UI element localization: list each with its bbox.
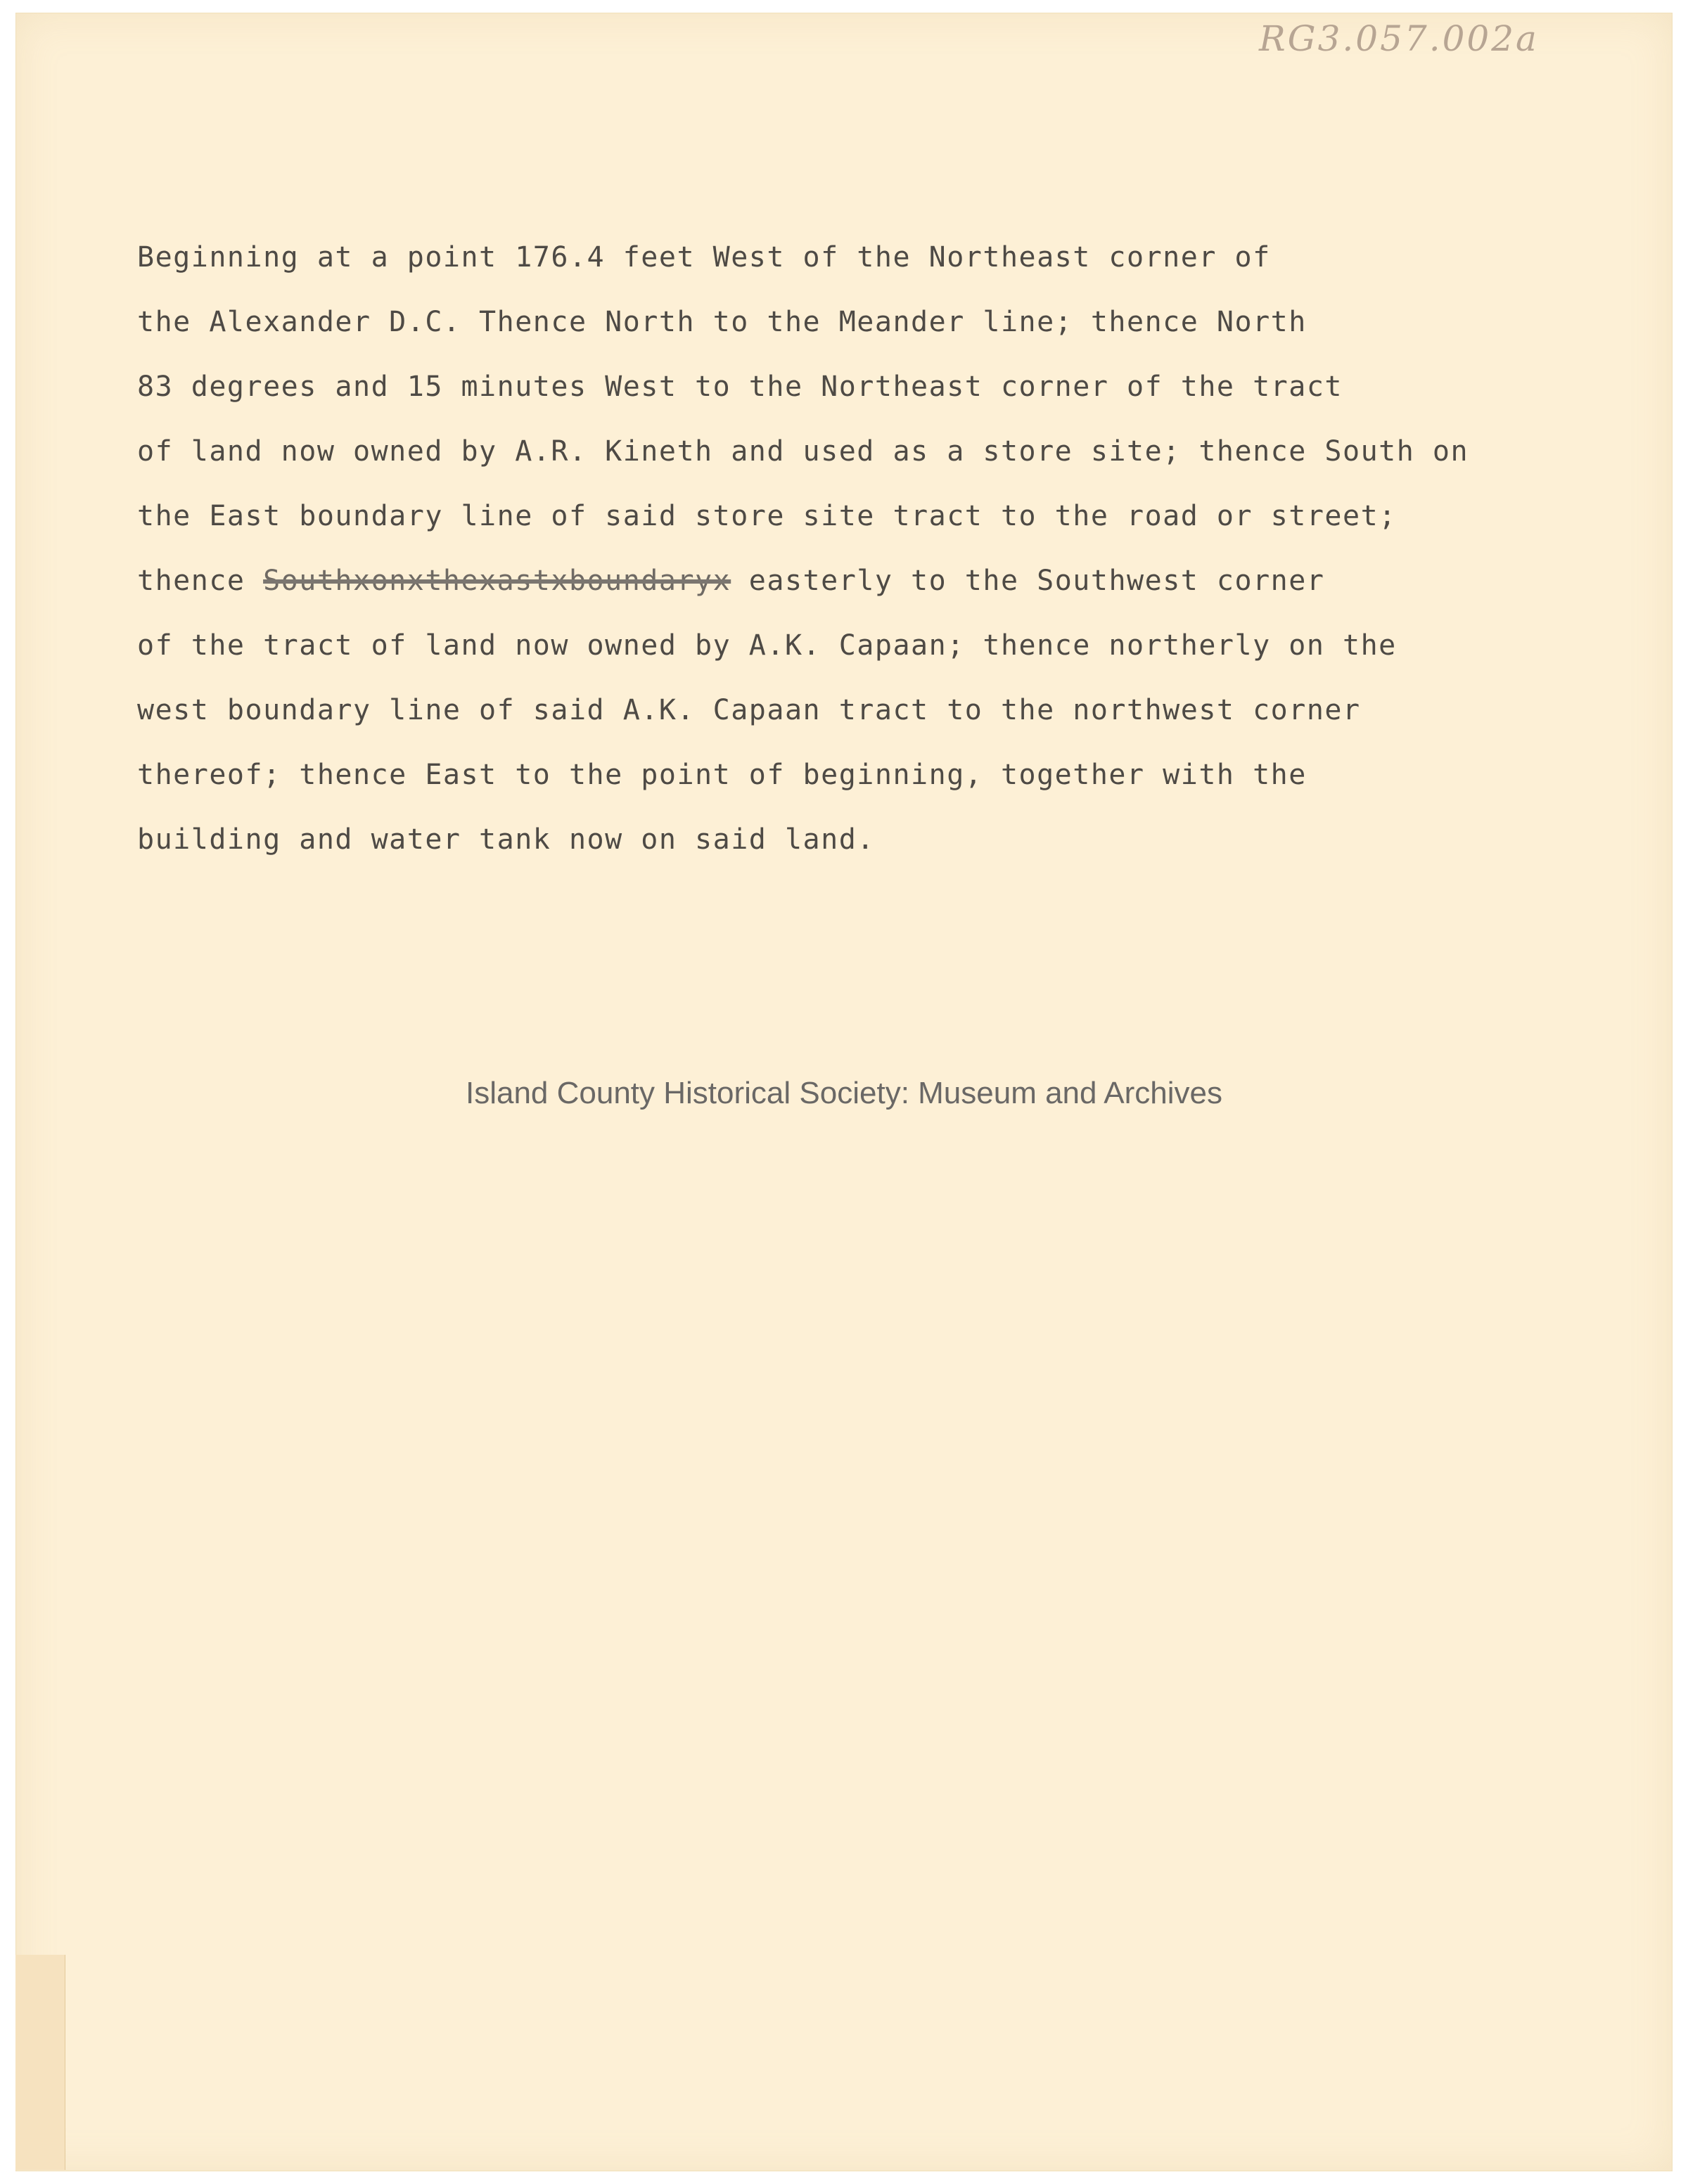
text-line: west boundary line of said A.K. Capaan tract to the northwest corner <box>137 694 1361 726</box>
text-line-with-strikeout <box>137 548 1649 613</box>
struck-out-text: Southxonxthexastxboundaryx <box>263 565 731 597</box>
text-line: 83 degrees and 15 minutes West to the Northeast corner of the tract <box>137 371 1343 403</box>
typed-text-block <box>137 225 1649 872</box>
text-segment: easterly to the Southwest corner <box>731 565 1325 597</box>
text-line: the Alexander D.C. Thence North to the Meander line; thence North <box>137 306 1307 338</box>
text-line: thereof; thence East to the point of beginning, together with the <box>137 759 1307 791</box>
page-edge-fold <box>15 1955 65 2170</box>
text-line: building and water tank now on said land. <box>137 823 875 856</box>
text-segment: thence <box>137 565 264 597</box>
archive-number: RG3.057.002a <box>1259 18 1539 59</box>
watermark: Island County Historical Society: Museum and Archives <box>465 1076 1223 1110</box>
text-line: the East boundary line of said store site tract to the road or street; <box>137 500 1397 532</box>
text-line: of land now owned by A.R. Kineth and used as a store site; thence South on <box>137 435 1469 468</box>
text-line: of the tract of land now owned by A.K. Capaan; thence northerly on the <box>137 629 1397 662</box>
text-line: Beginning at a point 176.4 feet West of the Northeast corner of <box>137 241 1271 274</box>
